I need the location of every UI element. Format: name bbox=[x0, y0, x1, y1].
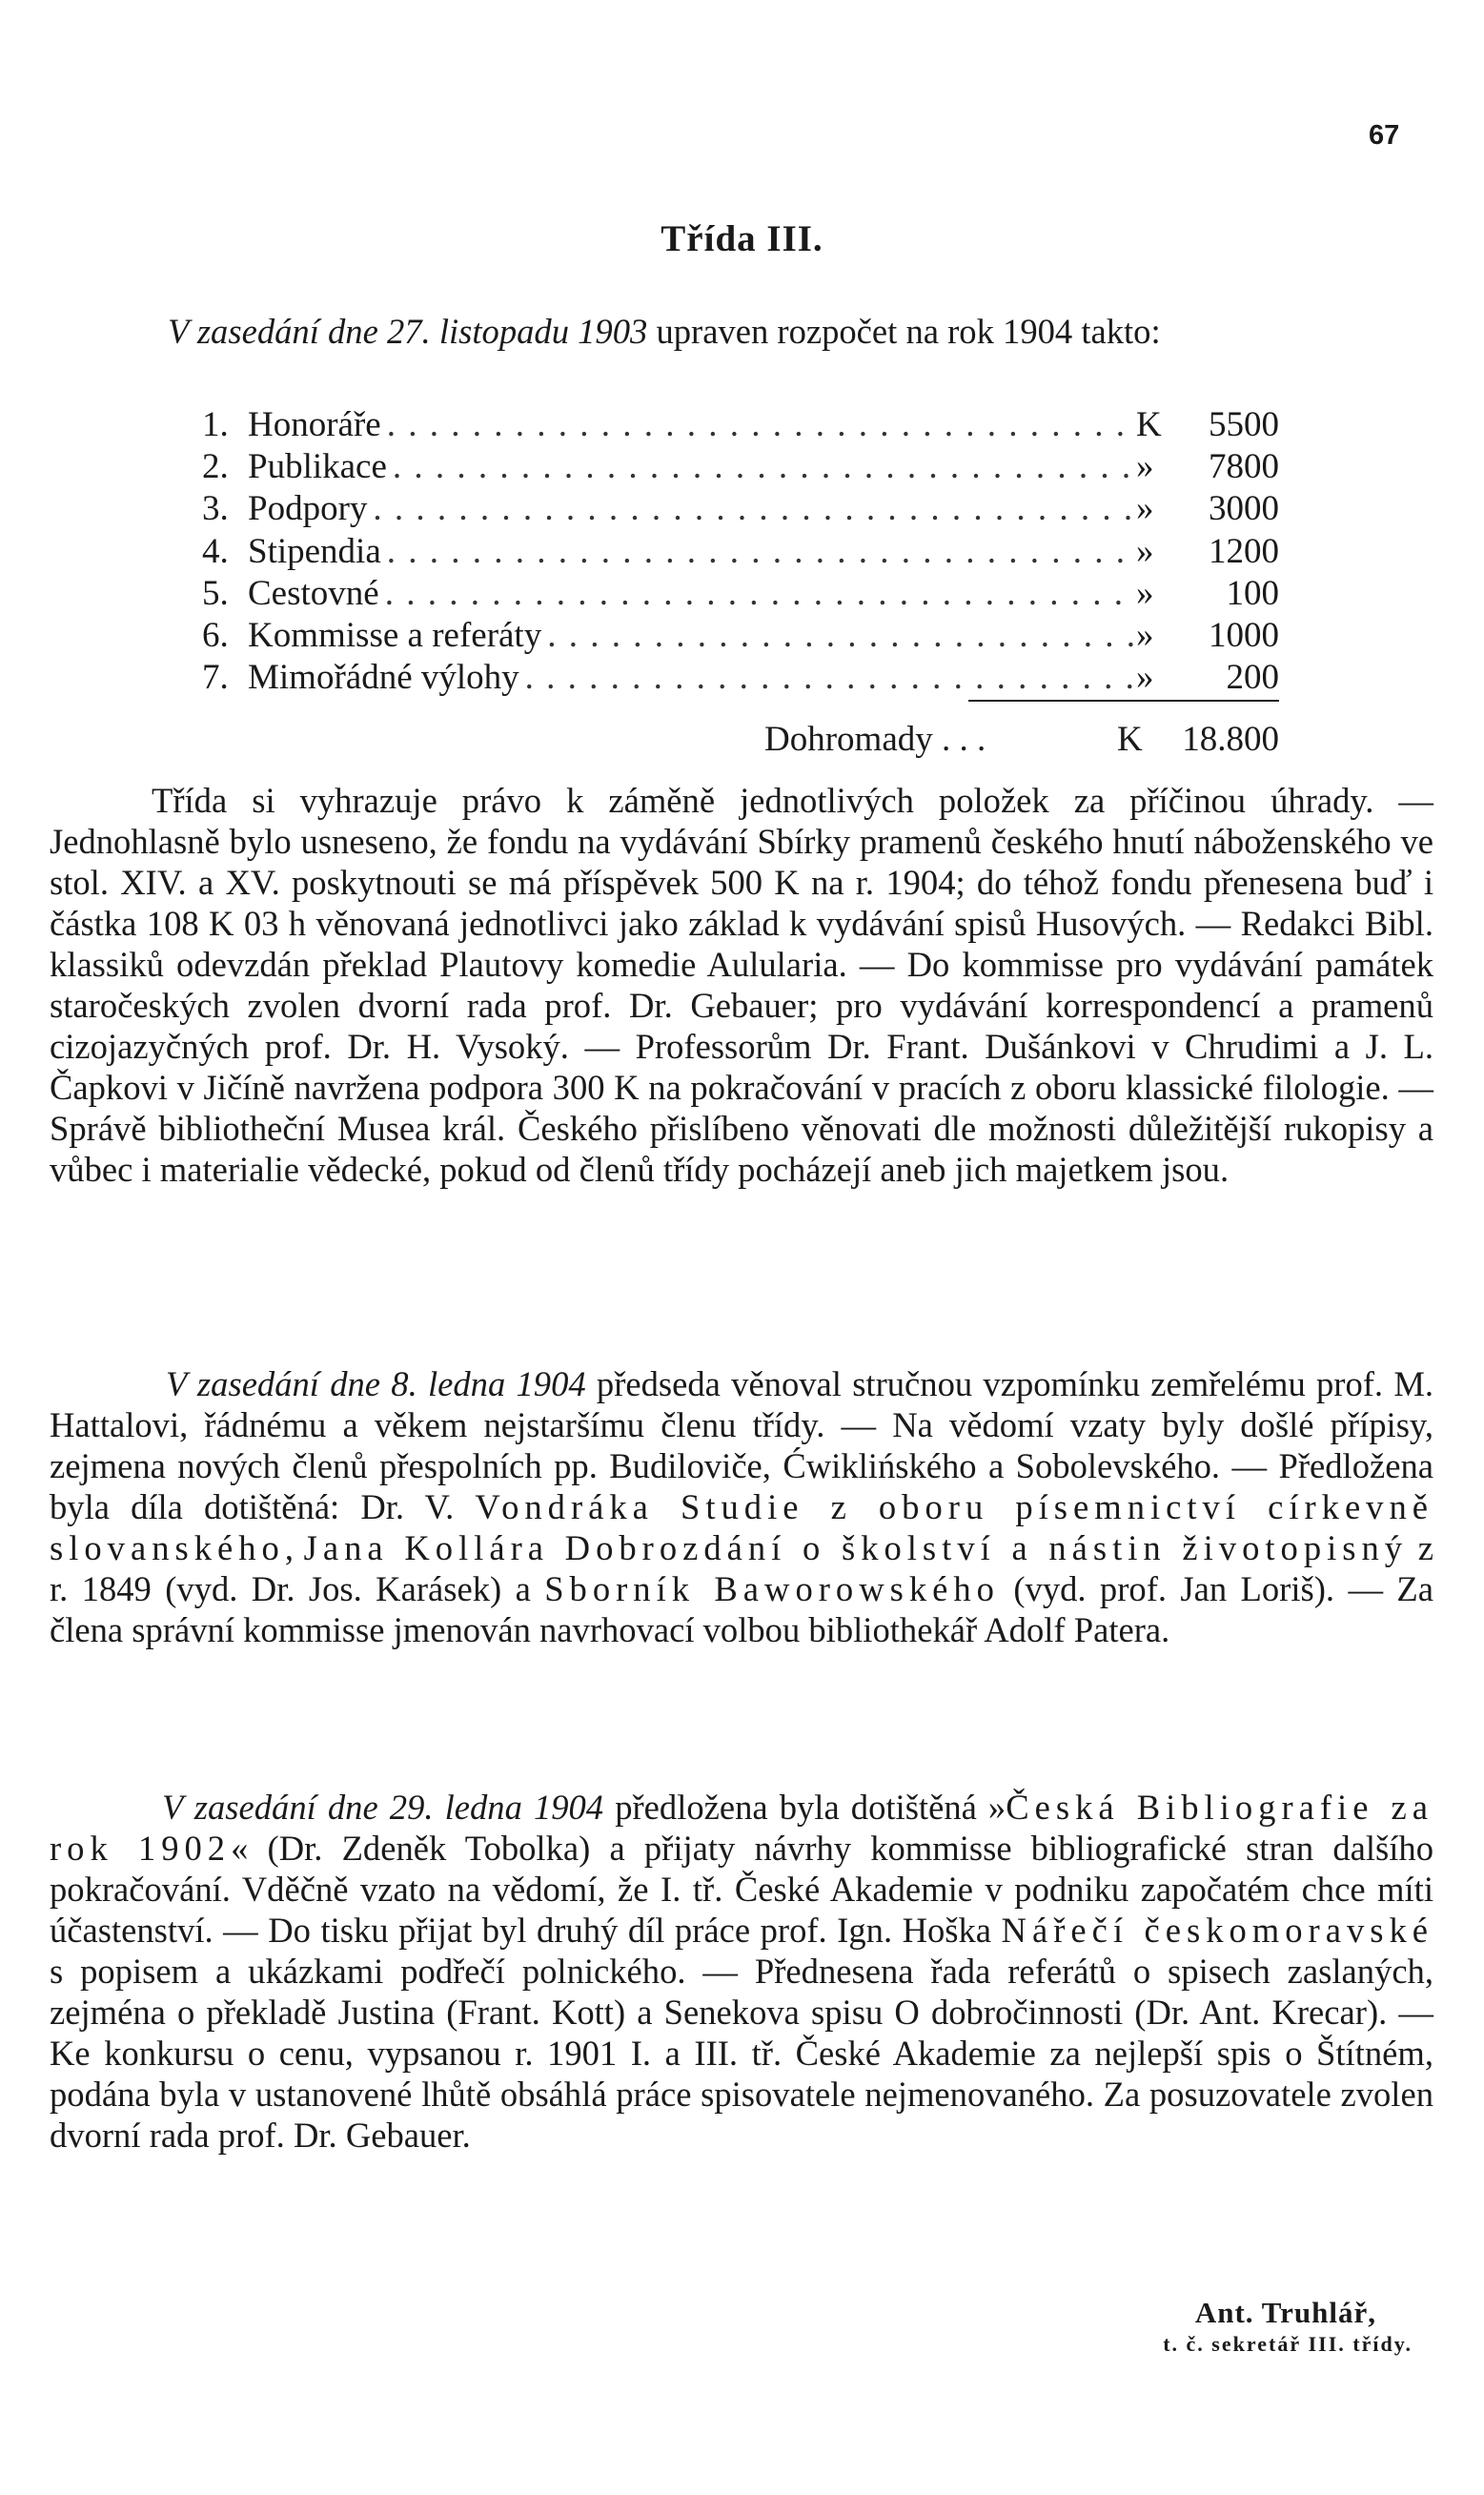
paragraph-1: Třída si vyhrazuje právo k záměně jednotlivých položek za příčinou úhrady. — Jednohlasně bylo usneseno, že fondu na vydávání Sbírky pramenů českého hnutí náboženského ve stol. XIV. a XV. poskytnouti se má příspěvek 500 K na r. 1904; do téhož fondu přenesena buď i částka 108 K 03 h věnovaná jednotlivci jako základ k vydávání spisů Husových. — Redakci Bibl. klassiků odevzdán překlad Plautovy komedie Aulularia. — Do kommisse pro vydávání památek staročeských zvolen dvorní rada prof. Dr. Gebauer; pro vydávání korrespondencí a pramenů cizojazyčných prof. Dr. H. Vysoký. — Professorům Dr. Frant. Dušánkovi v Chrudimi a J. L. Čapkovi v Jičíně navržena podpora 300 K na pokračování v pracích z oboru klassické filologie. — Správě bibliotheční Musea král. Českého přislíbeno věnovati dle možnosti důležitější rukopisy a vůbec i materialie vědecké, pokud od členů třídy pocházejí aneb jich majetkem jsou. bbox=[50, 781, 1433, 1189]
signature-title: t. č. sekretář III. třídy. bbox=[1163, 2332, 1413, 2356]
leader-dots bbox=[381, 531, 1136, 572]
budget-row-unit: K bbox=[1136, 405, 1162, 444]
budget-row-label: Kommisse a referáty bbox=[248, 615, 542, 655]
para2-text-4: (vyd. prof. Jan Loriš). — Za člena správní kommisse jmenován navrhovací volbou bibliothekář Adolf Patera. bbox=[50, 1569, 1433, 1649]
budget-row-number: 2. bbox=[202, 447, 229, 487]
section-heading: Třída III. bbox=[661, 218, 823, 259]
budget-row-value: 3000 bbox=[1209, 489, 1279, 529]
budget-row-number: 3. bbox=[202, 489, 229, 529]
leader-dots bbox=[541, 615, 1136, 656]
para2-text-2: , bbox=[284, 1528, 304, 1567]
budget-row-unit: » bbox=[1136, 489, 1154, 529]
budget-total-unit: K bbox=[1117, 720, 1143, 759]
leader-dots bbox=[381, 404, 1136, 445]
para3-text-2: « (Dr. Zdeněk Tobolka) a přijaty návrhy kommisse bibliografické stran dalšího pokračování. Vděčně vzato na vědomí, že I. tř. České Akademie v podniku započatém chce míti účastenství. — Do tisku přijat byl druhý díl práce prof. Ign. Hoška bbox=[50, 1829, 1433, 1950]
budget-row-label: Honoráře bbox=[248, 405, 381, 444]
budget-row-value: 7800 bbox=[1209, 447, 1279, 487]
budget-row-label: Stipendia bbox=[248, 531, 381, 571]
budget-row-label: Publikace bbox=[248, 447, 387, 487]
budget-row-label: Cestovné bbox=[248, 573, 379, 613]
para3-date: V zasedání dne 29. ledna 1904 bbox=[162, 1788, 604, 1827]
budget-row bbox=[202, 657, 1279, 699]
budget-row-label: Podpory bbox=[248, 489, 368, 529]
budget-row-number: 1. bbox=[202, 405, 229, 444]
budget-row-number: 7. bbox=[202, 658, 229, 698]
budget-row-number: 4. bbox=[202, 531, 229, 571]
leader-dots bbox=[367, 488, 1136, 529]
sum-rule bbox=[968, 700, 1279, 702]
leader-dots bbox=[519, 657, 1136, 698]
para3-spaced-title-1: Česká Bibliografie za rok 1902 bbox=[50, 1788, 1434, 1868]
budget-row bbox=[202, 531, 1279, 573]
budget-row-value: 200 bbox=[1226, 658, 1279, 698]
para2-date: V zasedání dne 8. ledna 1904 bbox=[166, 1364, 586, 1403]
budget-row bbox=[202, 615, 1279, 657]
budget-row-number: 6. bbox=[202, 615, 229, 655]
budget-row bbox=[202, 573, 1279, 615]
budget-row-unit: » bbox=[1136, 447, 1154, 487]
leader-dots bbox=[379, 573, 1136, 614]
intro-date: V zasedání dne 27. listopadu 1903 bbox=[168, 312, 648, 351]
paragraph-3 bbox=[50, 1787, 1433, 2156]
para3-text-3: s popisem a ukázkami podřečí polnického. — Přednesena řada referátů o spisech zaslaných, zejména o překladě Justina (Frant. Kott) a Senekova spisu O dobročinnosti (Dr. Ant. Krecar). — Ke konkursu o cenu, vypsanou r. 1901 I. a III. tř. České Akademie za nejlepší spis o Štítném, podána byla v ustanovené lhůtě obsáhlá práce spisovatele nejmenovaného. Za posuzovatele zvolen dvorní rada prof. Dr. Gebauer. bbox=[50, 1952, 1433, 2155]
budget-row-value: 1000 bbox=[1209, 615, 1279, 655]
para2-spaced-title-3: Sborník Baworowského bbox=[544, 1569, 1000, 1608]
para2-text-1: předseda věnoval stručnou vzpomínku zemřelému prof. M. Hattalovi, řádnému a věkem nejstaršímu členu třídy. — Na vědomí vzaty byly došlé přípisy, zejmena nových členů přespolních pp. Budiloviče, Ćwiklińského a Sobolevského. — Předložena byla díla dotištěná: Dr. V. bbox=[50, 1364, 1433, 1526]
budget-row-number: 5. bbox=[202, 573, 229, 613]
signature-name: Ant. Truhlář, bbox=[1194, 2296, 1376, 2329]
budget-row-value: 1200 bbox=[1209, 531, 1279, 571]
page-number: 67 bbox=[1369, 120, 1400, 151]
budget-row bbox=[202, 488, 1279, 530]
paragraph-2 bbox=[50, 1363, 1433, 1650]
budget-row bbox=[202, 446, 1279, 488]
budget-row-label: Mimořádné výlohy bbox=[248, 658, 519, 698]
para3-spaced-title-2: Nářečí českomoravské bbox=[1001, 1911, 1433, 1950]
budget-row-value: 100 bbox=[1226, 573, 1279, 613]
leader-dots bbox=[387, 446, 1136, 487]
budget-total-value: 18.800 bbox=[1182, 720, 1279, 759]
intro-paragraph bbox=[50, 311, 1433, 352]
intro-text: upraven rozpočet na rok 1904 takto: bbox=[647, 312, 1161, 351]
budget-row-unit: » bbox=[1136, 573, 1154, 613]
para2-spaced-title-2: Jana Kollára Dobrozdání o školství a nástin životopisný bbox=[303, 1528, 1409, 1567]
budget-total-label: Dohromady . . . bbox=[764, 720, 986, 759]
budget-total-row bbox=[764, 719, 1279, 760]
budget-row-unit: » bbox=[1136, 531, 1154, 571]
budget-row bbox=[202, 404, 1279, 446]
budget-table bbox=[202, 404, 1279, 699]
para2-spaced-title-1: Vondráka Studie z oboru písemnictví církevně slovanského bbox=[50, 1487, 1433, 1567]
budget-row-unit: » bbox=[1136, 658, 1154, 698]
para3-text-1: předložena byla dotištěná » bbox=[603, 1788, 1006, 1827]
budget-row-unit: » bbox=[1136, 615, 1154, 655]
para2-text-3: z r. 1849 (vyd. Dr. Jos. Karásek) a bbox=[50, 1528, 1433, 1608]
budget-row-value: 5500 bbox=[1209, 405, 1279, 444]
